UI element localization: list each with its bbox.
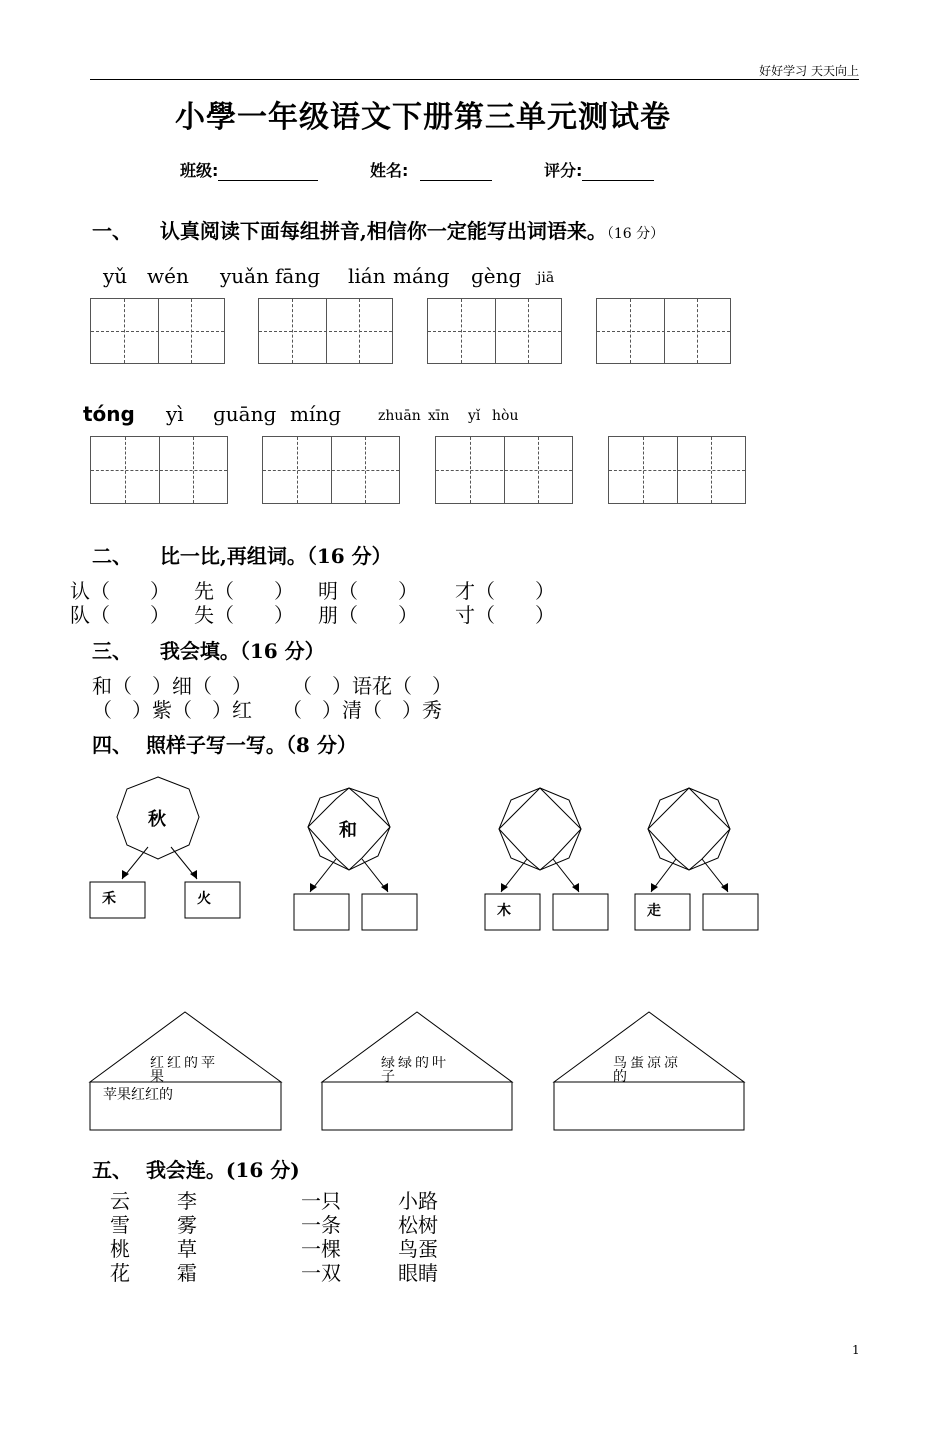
fill-line-2: （ ）紫（ ）红 （ ）清（ ）秀 — [92, 698, 442, 722]
match-word[interactable]: 一条 — [301, 1213, 341, 1237]
fill-line-1: 和（ ）细（ ） （ ）语花（ ） — [92, 674, 452, 698]
answer-box — [703, 894, 758, 930]
writing-grid[interactable] — [596, 298, 731, 364]
pinyin-12: mínɡ — [290, 402, 342, 426]
house-roof-text: 红红的苹果 — [150, 1056, 218, 1084]
section1-title: 认真阅读下面每组拼音,相信你一定能写出词语来。 — [159, 219, 607, 243]
writing-grid[interactable] — [608, 436, 746, 504]
section5-number: 五、 — [92, 1158, 132, 1182]
pinyin-9: tóng — [83, 402, 135, 426]
section3-heading — [92, 635, 325, 664]
pinyin-10: yì — [166, 402, 184, 426]
section3-number: 三、 — [92, 639, 132, 663]
writing-grid[interactable] — [435, 436, 573, 504]
match-word[interactable]: 松树 — [398, 1213, 438, 1237]
house-roof-text: 绿绿的叶子 — [381, 1056, 449, 1084]
match-col-3 — [301, 1189, 341, 1285]
compare-item: 认（ ） — [70, 579, 170, 603]
house-roof-text: 鸟蛋凉凉的 — [613, 1056, 681, 1084]
section1-points: （16 分） — [606, 226, 665, 242]
match-word[interactable]: 雾 — [177, 1213, 197, 1237]
pinyin-16: hòu — [492, 408, 519, 424]
pinyin-2: wén — [147, 264, 189, 288]
match-word[interactable]: 眼睛 — [398, 1261, 438, 1285]
pinyin-4: fānɡ — [275, 264, 321, 288]
answer-box — [362, 894, 417, 930]
pinyin-8: jiā — [537, 270, 555, 286]
match-word[interactable]: 桃 — [110, 1237, 130, 1261]
pinyin-15: yǐ — [468, 408, 481, 424]
writing-grid[interactable] — [90, 298, 225, 364]
answer-box — [294, 894, 349, 930]
class-field[interactable] — [180, 158, 318, 181]
pinyin-14: xīn — [428, 408, 450, 424]
box-char: 走 — [647, 903, 661, 919]
section3-title: 我会填。（16 分） — [159, 639, 325, 663]
answer-box — [553, 894, 608, 930]
match-word[interactable]: 云 — [110, 1189, 130, 1213]
match-word[interactable]: 一双 — [301, 1261, 341, 1285]
section2-title: 比一比,再组词。（16 分） — [159, 544, 392, 568]
pinyin-5: lián — [348, 264, 386, 288]
answer-box — [485, 894, 540, 930]
box-char: 火 — [197, 891, 211, 907]
class-label: 班级: — [180, 161, 219, 180]
house-body — [554, 1082, 744, 1130]
pinyin-1: yǔ — [103, 264, 128, 288]
score-field[interactable] — [544, 158, 654, 181]
pinyin-13: zhuān — [378, 408, 421, 424]
match-word[interactable]: 一棵 — [301, 1237, 341, 1261]
match-word[interactable]: 鸟蛋 — [398, 1237, 438, 1261]
page-number: 1 — [852, 1343, 860, 1357]
match-word[interactable]: 花 — [110, 1261, 130, 1285]
pinyin-3: yuǎn — [220, 264, 269, 288]
house-body-text: 苹果红红的 — [103, 1087, 173, 1103]
match-word[interactable]: 草 — [177, 1237, 197, 1261]
header-motto: 好好学习 天天向上 — [759, 64, 859, 78]
section1-number: 一、 — [92, 219, 132, 243]
answer-box — [185, 882, 240, 918]
match-word[interactable]: 一只 — [301, 1189, 341, 1213]
match-word[interactable]: 雪 — [110, 1213, 130, 1237]
compare-item: 明（ ） — [318, 579, 418, 603]
header-rule — [90, 79, 859, 80]
writing-grid[interactable] — [90, 436, 228, 504]
match-word[interactable]: 霜 — [177, 1261, 197, 1285]
answer-box — [635, 894, 690, 930]
pinyin-6: mánɡ — [393, 264, 450, 288]
class-blank[interactable] — [218, 164, 318, 181]
compare-item: 寸（ ） — [455, 603, 555, 627]
star-char: 秋 — [148, 809, 166, 830]
compare-item: 才（ ） — [455, 579, 555, 603]
name-label: 姓名: — [370, 161, 409, 180]
section2-heading — [92, 540, 392, 569]
compare-item: 朋（ ） — [318, 603, 418, 627]
match-col-2 — [177, 1189, 197, 1285]
score-blank[interactable] — [582, 164, 654, 181]
compare-item: 先（ ） — [194, 579, 294, 603]
match-col-1 — [110, 1189, 130, 1285]
match-word[interactable]: 小路 — [398, 1189, 438, 1213]
compare-item: 队（ ） — [70, 603, 170, 627]
section4-heading — [92, 729, 357, 758]
name-blank[interactable] — [420, 164, 492, 181]
house-body — [322, 1082, 512, 1130]
name-field[interactable] — [370, 158, 492, 181]
star-char: 和 — [339, 820, 357, 841]
writing-grid[interactable] — [262, 436, 400, 504]
answer-box — [90, 882, 145, 918]
match-col-4 — [398, 1189, 438, 1285]
writing-grid[interactable] — [258, 298, 393, 364]
section1-heading — [92, 215, 664, 244]
match-word[interactable]: 李 — [177, 1189, 197, 1213]
writing-grid[interactable] — [427, 298, 562, 364]
section5-heading — [92, 1154, 300, 1183]
section4-title: 照样子写一写。（8 分） — [145, 733, 357, 757]
box-char: 木 — [497, 903, 511, 919]
page-title: 小學一年级语文下册第三单元测试卷 — [175, 100, 671, 135]
box-char: 禾 — [102, 891, 116, 907]
pinyin-11: ɡuānɡ — [213, 402, 277, 426]
section2-number: 二、 — [92, 544, 132, 568]
score-label: 评分: — [544, 161, 583, 180]
section4-number: 四、 — [92, 733, 132, 757]
section5-title: 我会连。(16 分) — [145, 1158, 300, 1182]
compare-item: 失（ ） — [194, 603, 294, 627]
pinyin-7: ɡènɡ — [471, 264, 522, 288]
